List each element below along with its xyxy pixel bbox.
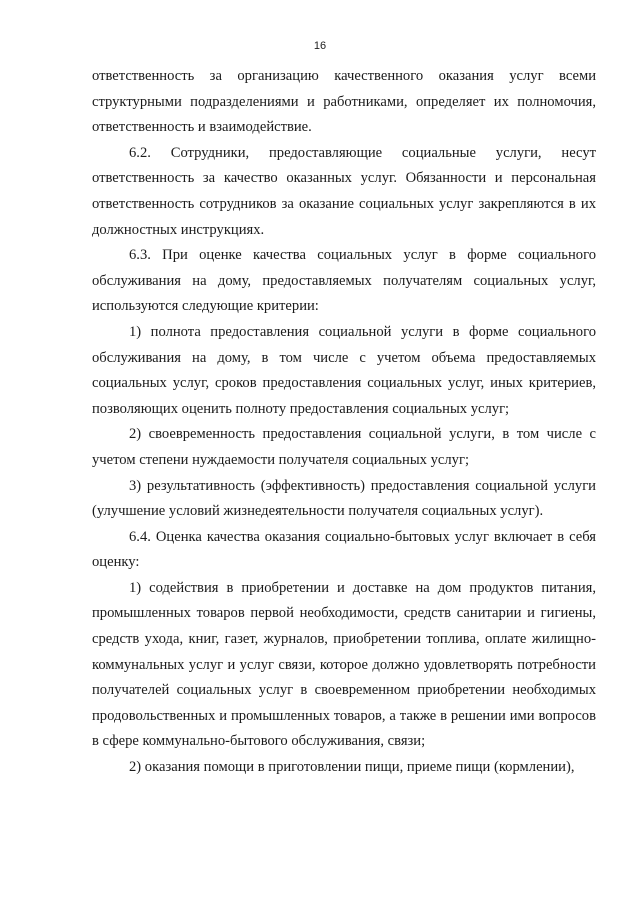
list-item-criterion-1: 1) полнота предоставления социальной услуги в форме социального обслуживания на дому, в том числе с учетом объема предоставляемых социальных услуг, сроков предоставления социальных услуг, иных критериев, позволяющих оценить полноту предоставления социальных услуг; xyxy=(92,323,596,417)
paragraph-6-3: 6.3. При оценке качества социальных услуг в форме социального обслуживания на дому, предоставляемых получателям социальных услуг, используются следующие критерии: xyxy=(92,247,596,315)
list-item-criterion-3: 3) результативность (эффективность) предоставления социальной услуги (улучшение условий жизнедеятельности получателя социальных услуг). xyxy=(92,477,596,520)
list-item-assessment-2: 2) оказания помощи в приготовлении пищи, приеме пищи (кормлении), xyxy=(129,759,575,776)
paragraph-6-4: 6.4. Оценка качества оказания социально-бытовых услуг включает в себя оценку: xyxy=(92,528,596,571)
document-body xyxy=(92,64,596,781)
list-item-criterion-2: 2) своевременность предоставления социальной услуги, в том числе с учетом степени нуждаемости получателя социальных услуг; xyxy=(92,426,596,468)
paragraph-6-2: 6.2. Сотрудники, предоставляющие социальные услуги, несут ответственность за качество оказанных услуг. Обязанности и персональная ответственность сотрудников за оказание социальных услуг закрепляются в их должностных инструкциях. xyxy=(92,144,596,238)
paragraph-continuation: ответственность за организацию качественного оказания услуг всеми структурными подразделениями и работниками, определяет их полномочия, ответственность и взаимодействие. xyxy=(92,68,596,136)
list-item-assessment-1: 1) содействия в приобретении и доставке на дом продуктов питания, промышленных товаров первой необходимости, средств санитарии и гигиены, средств ухода, книг, газет, журналов, приобретении топлива, оплате жилищно-коммунальных услуг и услуг связи, которое должно удовлетворять потребности получателей социальных услуг в своевременном приобретении необходимых продовольственных и промышленных товаров, а также в решении ими вопросов в сфере коммунально-бытового обслуживания, связи; xyxy=(92,579,596,750)
page-number: 16 xyxy=(313,40,327,52)
